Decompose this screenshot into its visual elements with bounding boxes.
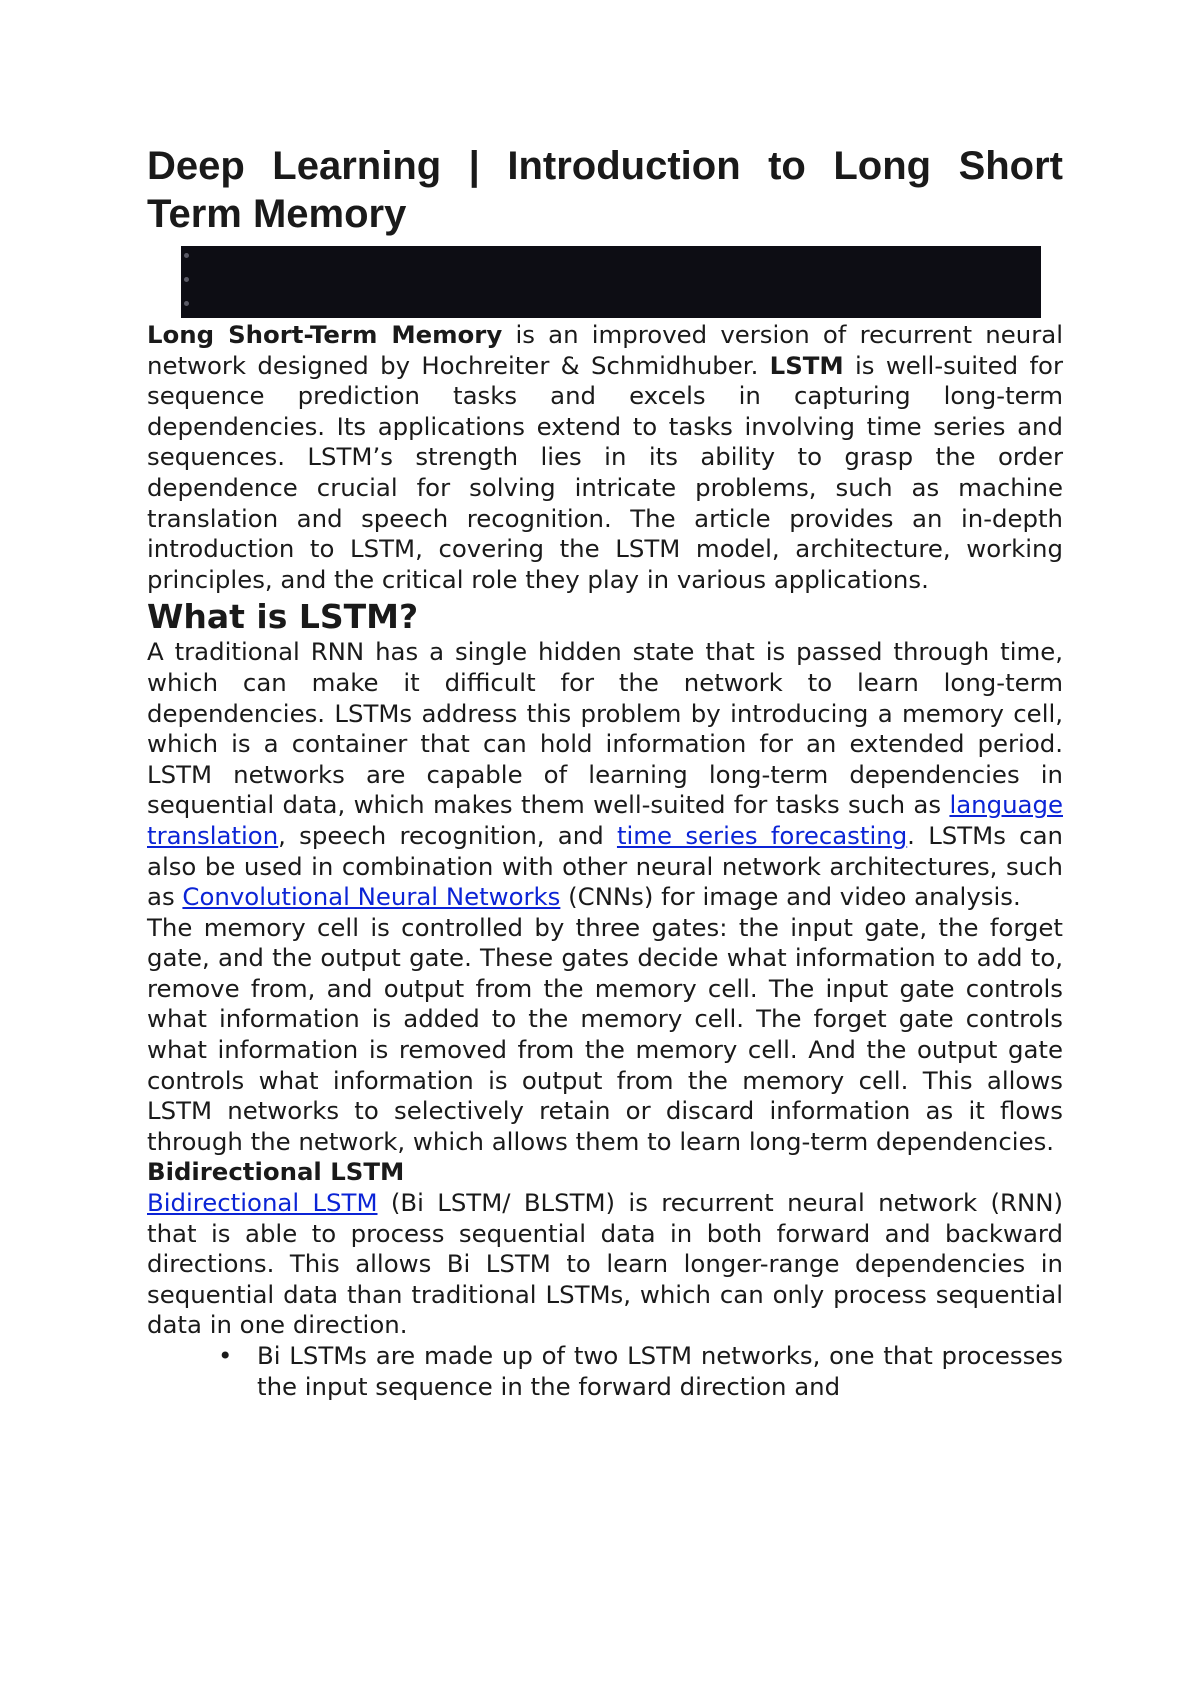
bullet-dot-icon <box>184 253 189 258</box>
intro-text-1: is an improved version of recurrent neural network designed by Hochreiter & Schmidhuber. <box>147 320 1063 380</box>
bidirectional-text: (Bi LSTM/ BLSTM) is recurrent neural network (RNN) that is able to process sequential data in both forward and backward directions. This allows Bi LSTM to learn longer-range dependencies in sequential data than traditional LSTMs, which can only process sequential data in one direction. <box>147 1188 1063 1340</box>
bidirectional-paragraph <box>147 1188 1063 1341</box>
what-is-text-2: , speech recognition, and <box>278 820 617 850</box>
document-page <box>147 142 1063 1402</box>
what-is-text-3: . LSTMs can also be used in combination with other neural network architectures, such as <box>147 820 1063 912</box>
bullet-icon: • <box>218 1341 233 1370</box>
bullet-dot-icon <box>184 301 189 306</box>
what-is-text-1: A traditional RNN has a single hidden state that is passed through time, which can make it difficult for the network to learn long-term dependencies. LSTMs address this problem by introducing a memory cell, which is a container that can hold information for an extended period. LSTM networks are capable of learning long-term dependencies in sequential data, which makes them well-suited for tasks such as <box>147 637 1063 820</box>
link-language-translation[interactable]: language translation <box>147 790 1063 850</box>
bullet-text: Bi LSTMs are made up of two LSTM networks, one that processes the input sequence in the forward direction and <box>257 1341 1063 1401</box>
bidirectional-bullet-list <box>147 1341 1063 1402</box>
link-convolutional-neural-networks[interactable]: Convolutional Neural Networks <box>182 882 561 912</box>
article-title: Deep Learning | Introduction to Long Short Term Memory <box>147 144 1063 236</box>
intro-text-2: is well-suited for sequence prediction tasks and excels in capturing long-term dependencies. Its applications extend to tasks involving time series and sequences. LSTM’s strength lies in its ability to grasp the order dependence crucial for solving intricate problems, such as machine translation and speech recognition. The article provides an in-depth introduction to LSTM, covering the LSTM model, architecture, working principles, and the critical role they play in various applications. <box>147 350 1063 594</box>
link-time-series-forecasting[interactable]: time series forecasting <box>616 820 908 850</box>
redacted-bar <box>181 246 1041 318</box>
intro-bold-lstm: LSTM <box>769 350 844 380</box>
section-heading-bidirectional-lstm: Bidirectional LSTM <box>147 1157 405 1187</box>
what-is-paragraph-2: The memory cell is controlled by three gates: the input gate, the forget gate, and the output gate. These gates decide what information to add to, remove from, and output from the memory cell. The input gate controls what information is added to the memory cell. The forget gate controls what information is removed from the memory cell. And the output gate controls what information is output from the memory cell. This allows LSTM networks to selectively retain or discard information as it flows through the network, which allows them to learn long-term dependencies. <box>147 912 1063 1156</box>
what-is-text-4: (CNNs) for image and video analysis. <box>560 882 1021 912</box>
section-heading-what-is-lstm: What is LSTM? <box>147 597 419 637</box>
bullet-dot-icon <box>184 277 189 282</box>
intro-bold-term: Long Short-Term Memory <box>147 320 503 349</box>
list-item <box>147 1341 1063 1402</box>
intro-paragraph <box>147 320 1063 595</box>
link-bidirectional-lstm[interactable]: Bidirectional LSTM <box>147 1188 378 1218</box>
what-is-paragraph-1 <box>147 637 1063 912</box>
